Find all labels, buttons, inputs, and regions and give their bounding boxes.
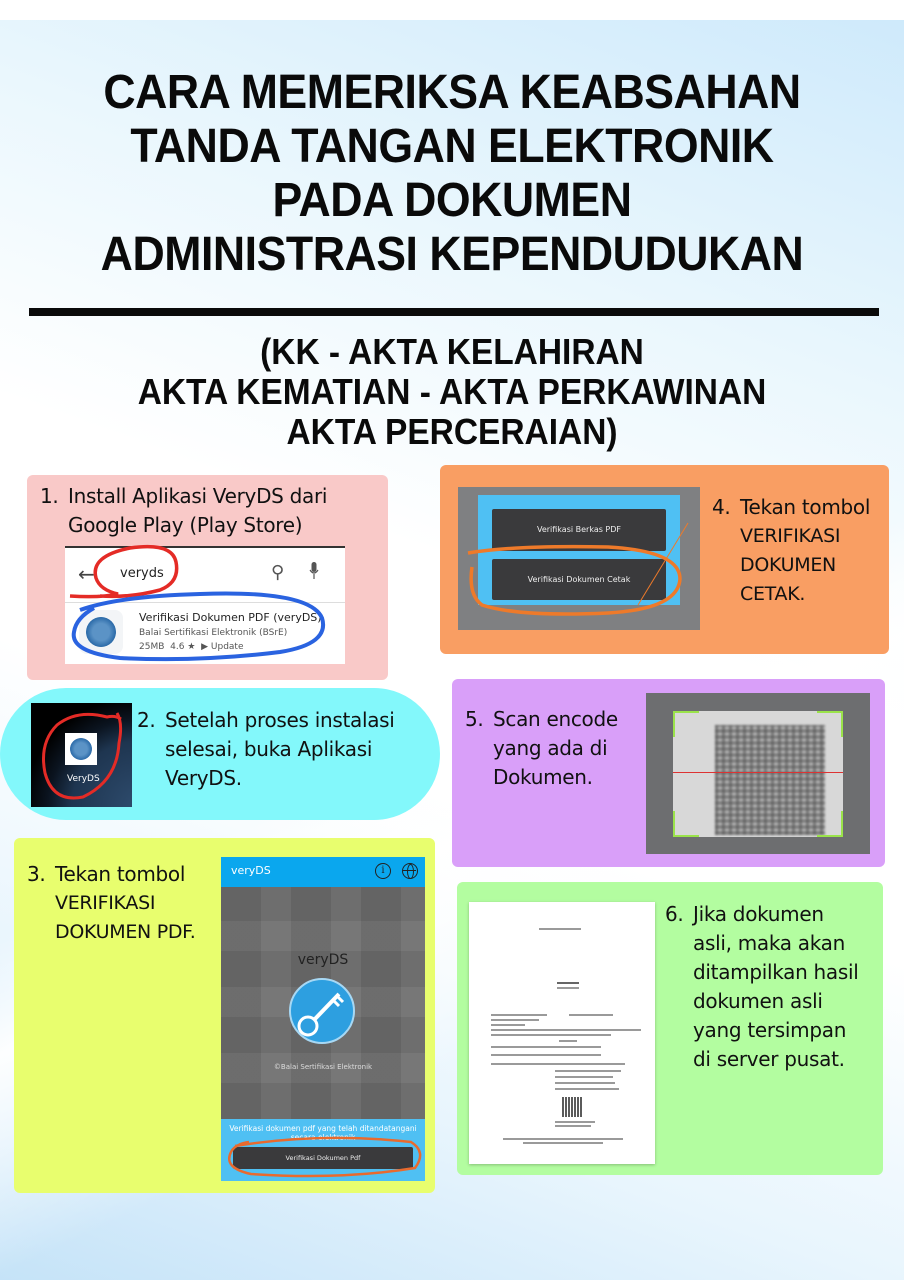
- step-1-text: 1. Install Aplikasi VeryDS dari Google Play (Play Store): [40, 484, 328, 537]
- app-bar: [221, 857, 425, 887]
- step-4-text: 4. Tekan tombol VERIFIKASI DOKUMEN CETAK.: [712, 495, 871, 605]
- verified-document-preview: [469, 902, 655, 1164]
- title-line: PADA DOKUMEN: [272, 174, 632, 227]
- verydS-menu-screenshot: [458, 487, 700, 630]
- background-top-band: [0, 0, 904, 20]
- subtitle-line: AKTA PERCERAIAN): [286, 411, 618, 452]
- app-title: veryDS: [297, 952, 349, 968]
- qr-code: [715, 725, 825, 835]
- search-query: veryds: [120, 566, 164, 581]
- title-line: CARA MEMERIKSA KEABSAHAN: [103, 66, 801, 119]
- subtitle-line: AKTA KEMATIAN - AKTA PERKAWINAN: [137, 371, 767, 412]
- description-text: Verifikasi dokumen pdf yang telah ditandatangani secara elektronik: [229, 1124, 417, 1142]
- app-developer: Balai Sertifikasi Elektronik (BSrE): [139, 628, 288, 638]
- bottom-panel: [221, 1119, 425, 1181]
- app-meta: 25MB 4.6 ★ ▶ Update: [139, 642, 244, 652]
- key-logo-icon: [289, 978, 355, 1044]
- globe-icon[interactable]: [402, 863, 418, 879]
- title-line: TANDA TANGAN ELEKTRONIK: [130, 120, 774, 173]
- doc-heading: [557, 982, 579, 984]
- title-divider: [29, 308, 879, 316]
- verydS-home-screenshot: [221, 857, 425, 1181]
- play-store-screenshot: [65, 546, 345, 664]
- app-name: Verifikasi Dokumen PDF (veryDS): [139, 611, 322, 624]
- page-subtitle: [32, 332, 873, 452]
- step-2-text: 2. Setelah proses instalasi selesai, buka Aplikasi VeryDS.: [137, 708, 395, 790]
- magnifier-icon: ⚲: [271, 562, 285, 583]
- info-icon[interactable]: i: [375, 863, 391, 879]
- subtitle-line: (KK - AKTA KELAHIRAN: [260, 331, 644, 372]
- arrow-left-icon: ←: [78, 562, 95, 586]
- document-qr-code: [562, 1097, 582, 1117]
- verydS-app-icon: [79, 610, 123, 654]
- step-3-text: 3. Tekan tombol VERIFIKASI DOKUMEN PDF.: [27, 862, 196, 943]
- verifikasi-berkas-pdf-button[interactable]: Verifikasi Berkas PDF: [492, 509, 666, 551]
- microphone-icon: [309, 562, 319, 580]
- verydS-launcher-icon[interactable]: [65, 733, 97, 765]
- step-5-text: 5. Scan encode yang ada di Dokumen.: [465, 707, 618, 789]
- page-title: [32, 66, 873, 282]
- launcher-label: VeryDS: [67, 774, 100, 784]
- step-6-text: 6. Jika dokumen asli, maka akan ditampilkan hasil dokumen asli yang tersimpan di server pusat.: [665, 902, 859, 1071]
- scan-frame: [673, 711, 843, 837]
- verifikasi-dokumen-cetak-button[interactable]: Verifikasi Dokumen Cetak: [492, 559, 666, 600]
- app-bar-title: veryDS: [231, 864, 271, 877]
- copyright-text: ©Balai Sertifikasi Elektronik: [273, 1063, 373, 1071]
- scan-line: [673, 772, 843, 773]
- home-screen-screenshot: [31, 703, 132, 807]
- qr-scanner-screenshot: [646, 693, 870, 854]
- play-store-search-bar: [65, 548, 345, 603]
- verifikasi-dokumen-pdf-button[interactable]: Verifikasi Dokumen Pdf: [233, 1147, 413, 1169]
- title-line: ADMINISTRASI KEPENDUDUKAN: [100, 228, 804, 281]
